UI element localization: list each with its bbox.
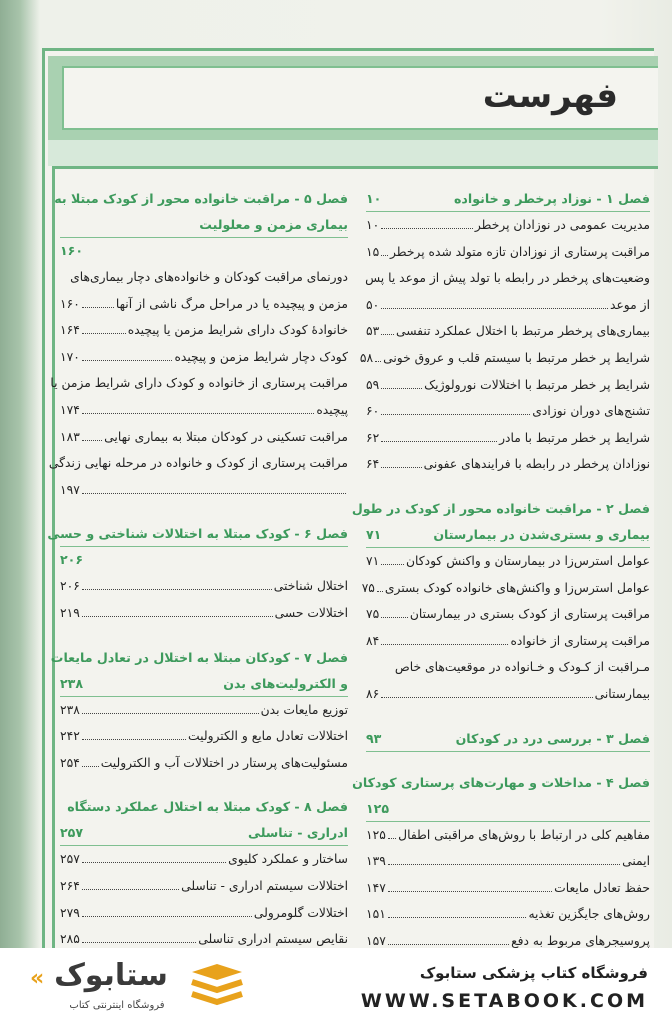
toc-entry-wrapped: دورنمای مراقبت کودکان و خانواده‌های دچار بیماری‌های: [70, 270, 348, 284]
chapter-6-entries: [60, 573, 348, 626]
toc-entry-title: مفاهیم کلی در ارتباط با روش‌های مراقبتی اطفال: [398, 827, 650, 842]
dot-leader: [82, 493, 346, 494]
chapter-2-entries: [361, 548, 650, 654]
toc-entry-page: ۵۰: [366, 297, 380, 312]
toc-entry: [60, 750, 348, 777]
toc-entry-title: مراقبت پرستاری از کودک بستری در بیمارستان: [409, 607, 650, 622]
dot-leader: [82, 360, 173, 361]
toc-entry: [366, 212, 650, 239]
dot-leader: [388, 944, 509, 945]
toc-entry-page: ۷۵: [361, 580, 375, 595]
dot-leader: [377, 591, 383, 592]
dot-leader: [82, 862, 226, 863]
toc-entry-wrapped: مراقبت پرستاری از خانواده و کودک دارای شرایط مزمن یا: [50, 376, 348, 391]
toc-entry-title: خانوادهٔ کودک دارای شرایط مزمن یا پیچیده: [127, 323, 348, 338]
toc-entry: [361, 575, 650, 602]
chevron-left-icon: «: [30, 966, 45, 991]
toc-entry-title: عوامل استرس‌زا در بیمارستان و واکنش کودکان: [405, 553, 650, 568]
toc-entry: [60, 846, 348, 873]
dot-leader: [381, 334, 394, 335]
toc-entry: [60, 723, 348, 750]
toc-entry: [60, 344, 348, 371]
page-title: فهرست: [482, 76, 618, 116]
toc-entry-title: ساختار و عملکرد کلیوی: [228, 852, 348, 867]
chapter-8-entries: [60, 846, 348, 948]
chapter-3-heading: فصل ۳ - بررسی درد در کودکان ۹۳: [366, 726, 650, 752]
dot-leader: [381, 255, 388, 256]
toc-entry-page: ۲۵۴: [60, 755, 80, 770]
toc-entry: [60, 873, 348, 900]
dot-leader: [381, 414, 530, 415]
toc-entry-page: ۲۸۵: [60, 932, 80, 947]
dot-leader: [82, 739, 186, 740]
toc-entry-title: ایمنی: [622, 854, 650, 869]
toc-entry: [366, 822, 650, 849]
toc-entry-title: بیماری‌های پرخطر مرتبط با اختلال عملکرد تنفسی: [395, 324, 650, 339]
dot-leader: [381, 467, 421, 468]
toc-entry-page: ۶۴: [366, 457, 380, 472]
toc-entry-title: عوامل استرس‌زا و واکنش‌های خانواده کودک بستری: [384, 580, 650, 595]
toc-entry-page: ۱۷۴: [60, 402, 80, 417]
toc-entry-title: پروسیجرهای مربوط به دفع: [511, 933, 650, 948]
dot-leader: [82, 713, 259, 714]
toc-entry-page: ۱۵۱: [366, 907, 386, 922]
dot-leader: [82, 589, 272, 590]
toc-entry-page: ۱۲۵: [366, 827, 386, 842]
toc-entry-page: ۵۳: [366, 324, 380, 339]
chapter-5-page: ۱۶۰: [60, 243, 84, 258]
toc-entry-title: مدیریت عمومی در نوزادان پرخطر: [474, 218, 650, 232]
toc-entry: [60, 600, 348, 627]
dot-leader: [388, 838, 396, 839]
toc-entry-wrapped: وضعیت‌های پرخطر در رابطه با تولد پیش از موعد یا پس: [365, 271, 650, 286]
toc-entry: [366, 681, 650, 708]
header-sub-band: [48, 140, 658, 166]
toc-entry-page: ۷۱: [366, 553, 380, 568]
toc-entry-page: ۱۷۰: [60, 349, 80, 364]
book-stack-logo-icon: [188, 962, 246, 1012]
toc-entry-page: ۸۴: [366, 633, 380, 648]
toc-entry-title: از موعد: [610, 297, 650, 312]
toc-entry-title: شرایط پر خطر مرتبط با اختلالات نورولوژیک: [424, 377, 650, 392]
dot-leader: [388, 891, 552, 892]
store-name: فروشگاه کتاب پزشکی ستابوک: [419, 964, 648, 982]
toc-entry-title: مراقبت پرستاری از خانواده: [510, 633, 650, 648]
dot-leader: [82, 440, 102, 441]
toc-entry: [60, 291, 348, 318]
toc-entry-page: ۵۹: [366, 377, 380, 392]
chapter-5-heading-line1: فصل ۵ - مراقبت خانواده محور از کودک مبتلا به: [54, 191, 348, 206]
dot-leader: [381, 617, 408, 618]
dot-leader: [375, 361, 381, 362]
dot-leader: [381, 644, 508, 645]
toc-entry-title: بیمارستانی: [594, 686, 650, 701]
toc-entry-page: ۲۱۹: [60, 605, 80, 620]
toc-entry: [366, 901, 650, 928]
dot-leader: [82, 766, 99, 767]
toc-entry-page: ۲۳۸: [60, 702, 80, 717]
toc-entry: [60, 477, 348, 504]
chapter-2-heading-line2: بیماری و بستری‌شدن در بیمارستان ۷۱: [366, 522, 650, 548]
chapter-5-entries-2: [60, 424, 348, 451]
toc-entry-title: اختلالات سیستم ادراری - تناسلی: [181, 878, 348, 893]
toc-entry-title: مسئولیت‌های پرستار در اختلالات آب و الکترولیت: [100, 755, 348, 770]
toc-entry-title: مزمن و پیچیده یا در مراحل مرگ ناشی از آنها: [115, 296, 348, 311]
toc-entry: [60, 926, 348, 948]
toc-entry-title: شرایط پر خطر مرتبط با مادر: [499, 430, 650, 445]
dot-leader: [388, 864, 620, 865]
toc-entry-title: کودک دچار شرایط مزمن و پیچیده: [174, 349, 348, 364]
chapter-1-entries: [366, 212, 650, 265]
toc-entry: [366, 239, 650, 266]
chapter-5-entry-end: [60, 291, 348, 318]
toc-entry-page: ۱۰: [366, 218, 380, 232]
toc-entry-title: اختلالات تعادل مایع و الکترولیت: [188, 729, 348, 744]
toc-entry-title: مراقبت تسکینی در کودکان مبتلا به بیماری نهایی: [104, 429, 348, 444]
toc-entry-page: ۲۵۷: [60, 852, 80, 867]
chapter-4-heading: فصل ۴ - مداخلات و مهارت‌های پرستاری کودکان: [352, 774, 650, 790]
toc-entry-page: ۱۳۹: [366, 854, 386, 869]
toc-entry: [60, 697, 348, 724]
toc-entry-title: نقایص سیستم ادراری تناسلی: [198, 932, 348, 947]
toc-entry: [60, 900, 348, 927]
toc-entry-page: ۲۷۹: [60, 905, 80, 920]
toc-left-column: [47, 186, 348, 948]
toc-entry-title: روش‌های جایگزین تغذیه: [528, 907, 650, 922]
toc-entry-page: ۱۸۳: [60, 429, 80, 444]
toc-entry-page: ۱۹۷: [60, 482, 80, 497]
chapter-2-heading-line1: فصل ۲ - مراقبت خانواده محور از کودک در طول: [351, 500, 650, 516]
toc-entry-page: ۱۴۷: [366, 880, 386, 895]
store-logo-wordmark: ستابوک: [54, 958, 168, 993]
chapter-5-entry-end-3: [60, 477, 348, 504]
toc-entry-page: ۱۵: [366, 244, 380, 259]
chapter-4-entries: [366, 822, 650, 949]
toc-entry-page: ۶۲: [366, 430, 380, 445]
dot-leader: [82, 616, 273, 617]
toc-entry: [366, 628, 650, 655]
toc-entry-title: اختلالات گلومرولی: [253, 905, 348, 920]
toc-entry: [60, 397, 348, 424]
toc-entry-page: ۲۶۴: [60, 878, 80, 893]
toc-entry: [366, 601, 650, 628]
chapter-6-page: ۲۰۶: [60, 552, 84, 568]
chapter-1-entry-end: [366, 292, 650, 319]
chapter-7-entries: [60, 697, 348, 777]
toc-right-column: [351, 186, 650, 948]
toc-entry-title: شرایط پر خطر مرتبط با سیستم قلب و عروق خونی: [383, 350, 650, 365]
toc-entry: [366, 451, 650, 478]
toc-entry-title: پیچیده: [316, 402, 348, 417]
toc-entry: [366, 292, 650, 319]
toc-entry-title: اختلال شناختی: [273, 579, 348, 594]
toc-entry-page: ۵۸: [359, 350, 374, 365]
dot-leader: [82, 307, 114, 308]
toc-entry: [366, 928, 650, 948]
chapter-1-entries-2: [359, 318, 650, 478]
header-box: [62, 66, 658, 130]
toc-entry-page: ۲۴۲: [60, 729, 80, 744]
toc-entry: [60, 317, 348, 344]
toc-entry-title: اختلالات حسی: [274, 605, 348, 620]
chapter-5-entries: [60, 317, 348, 370]
chapter-5-heading-line2: بیماری مزمن و معلولیت: [60, 212, 348, 238]
toc-entry-title: نوزادان پرخطر در رابطه با فرایندهای عفونی: [423, 457, 650, 472]
toc-entry-page: ۷۵: [366, 607, 380, 622]
toc-entry-page: ۱۵۷: [366, 933, 386, 948]
dot-leader: [381, 308, 608, 309]
toc-entry: [366, 875, 650, 902]
dot-leader: [82, 889, 179, 890]
toc-entry: [366, 398, 650, 425]
store-logo-subtitle: فروشگاه اینترنتی کتاب: [69, 1000, 165, 1011]
dot-leader: [381, 441, 497, 442]
toc-entry: [366, 848, 650, 875]
chapter-7-heading-line1: فصل ۷ - کودکان مبتلا به اختلال در تعادل مایعات: [50, 649, 348, 665]
dot-leader: [82, 333, 126, 334]
toc-entry-page: ۱۶۴: [60, 323, 80, 338]
toc-entry-title: مراقبت پرستاری از نوزادان تازه متولد شده پرخطر: [389, 244, 650, 259]
dot-leader: [381, 388, 422, 389]
toc-entry: [359, 345, 650, 372]
chapter-2-entry-end: [366, 681, 650, 708]
toc-entry: [366, 372, 650, 399]
toc-entry-page: ۶۰: [366, 404, 380, 419]
dot-leader: [388, 917, 527, 918]
dot-leader: [82, 942, 196, 943]
toc-entry: [60, 573, 348, 600]
toc-entry-wrapped: مـراقبت از کـودک و خـانواده در موقعیت‌های خاص: [394, 660, 650, 675]
dot-leader: [82, 413, 314, 414]
store-url[interactable]: WWW.SETABOOK.COM: [360, 990, 648, 1012]
toc-entry: [60, 424, 348, 451]
toc-entry-page: ۱۶۰: [60, 296, 80, 311]
dot-leader: [381, 564, 404, 565]
toc-entry: [366, 548, 650, 575]
chapter-5-entry-end-2: [60, 397, 348, 424]
toc-entry-page: ۲۰۶: [60, 579, 80, 594]
chapter-8-heading-line1: فصل ۸ - کودک مبتلا به اختلال عملکرد دستگاه: [67, 799, 348, 815]
chapter-8-heading-line2: ادراری - تناسلی ۲۵۷: [60, 820, 348, 846]
toc-entry-title: حفظ تعادل مایعات: [554, 880, 650, 895]
toc-entry-title: تشنج‌های دوران نوزادی: [532, 404, 650, 419]
toc-entry-title: توزیع مایعات بدن: [260, 702, 348, 717]
toc-entry-wrapped: مراقبت پرستاری از کودک و خانواده در مرحله نهایی زندگی: [48, 456, 348, 471]
chapter-1-heading: فصل ۱ - نوزاد پرخطر و خانواده ۱۰: [366, 186, 650, 212]
toc-entry: [366, 318, 650, 345]
dot-leader: [82, 916, 252, 917]
chapter-7-heading-line2: و الکترولیت‌های بدن ۲۳۸: [60, 671, 348, 697]
toc-entry-page: ۸۶: [366, 686, 380, 701]
chapter-6-heading: فصل ۶ - کودک مبتلا به اختلالات شناختی و حسی: [60, 521, 348, 547]
toc-entry: [366, 425, 650, 452]
chapter-4-page: ۱۲۵: [366, 796, 650, 822]
dot-leader: [381, 228, 473, 229]
dot-leader: [381, 697, 592, 698]
